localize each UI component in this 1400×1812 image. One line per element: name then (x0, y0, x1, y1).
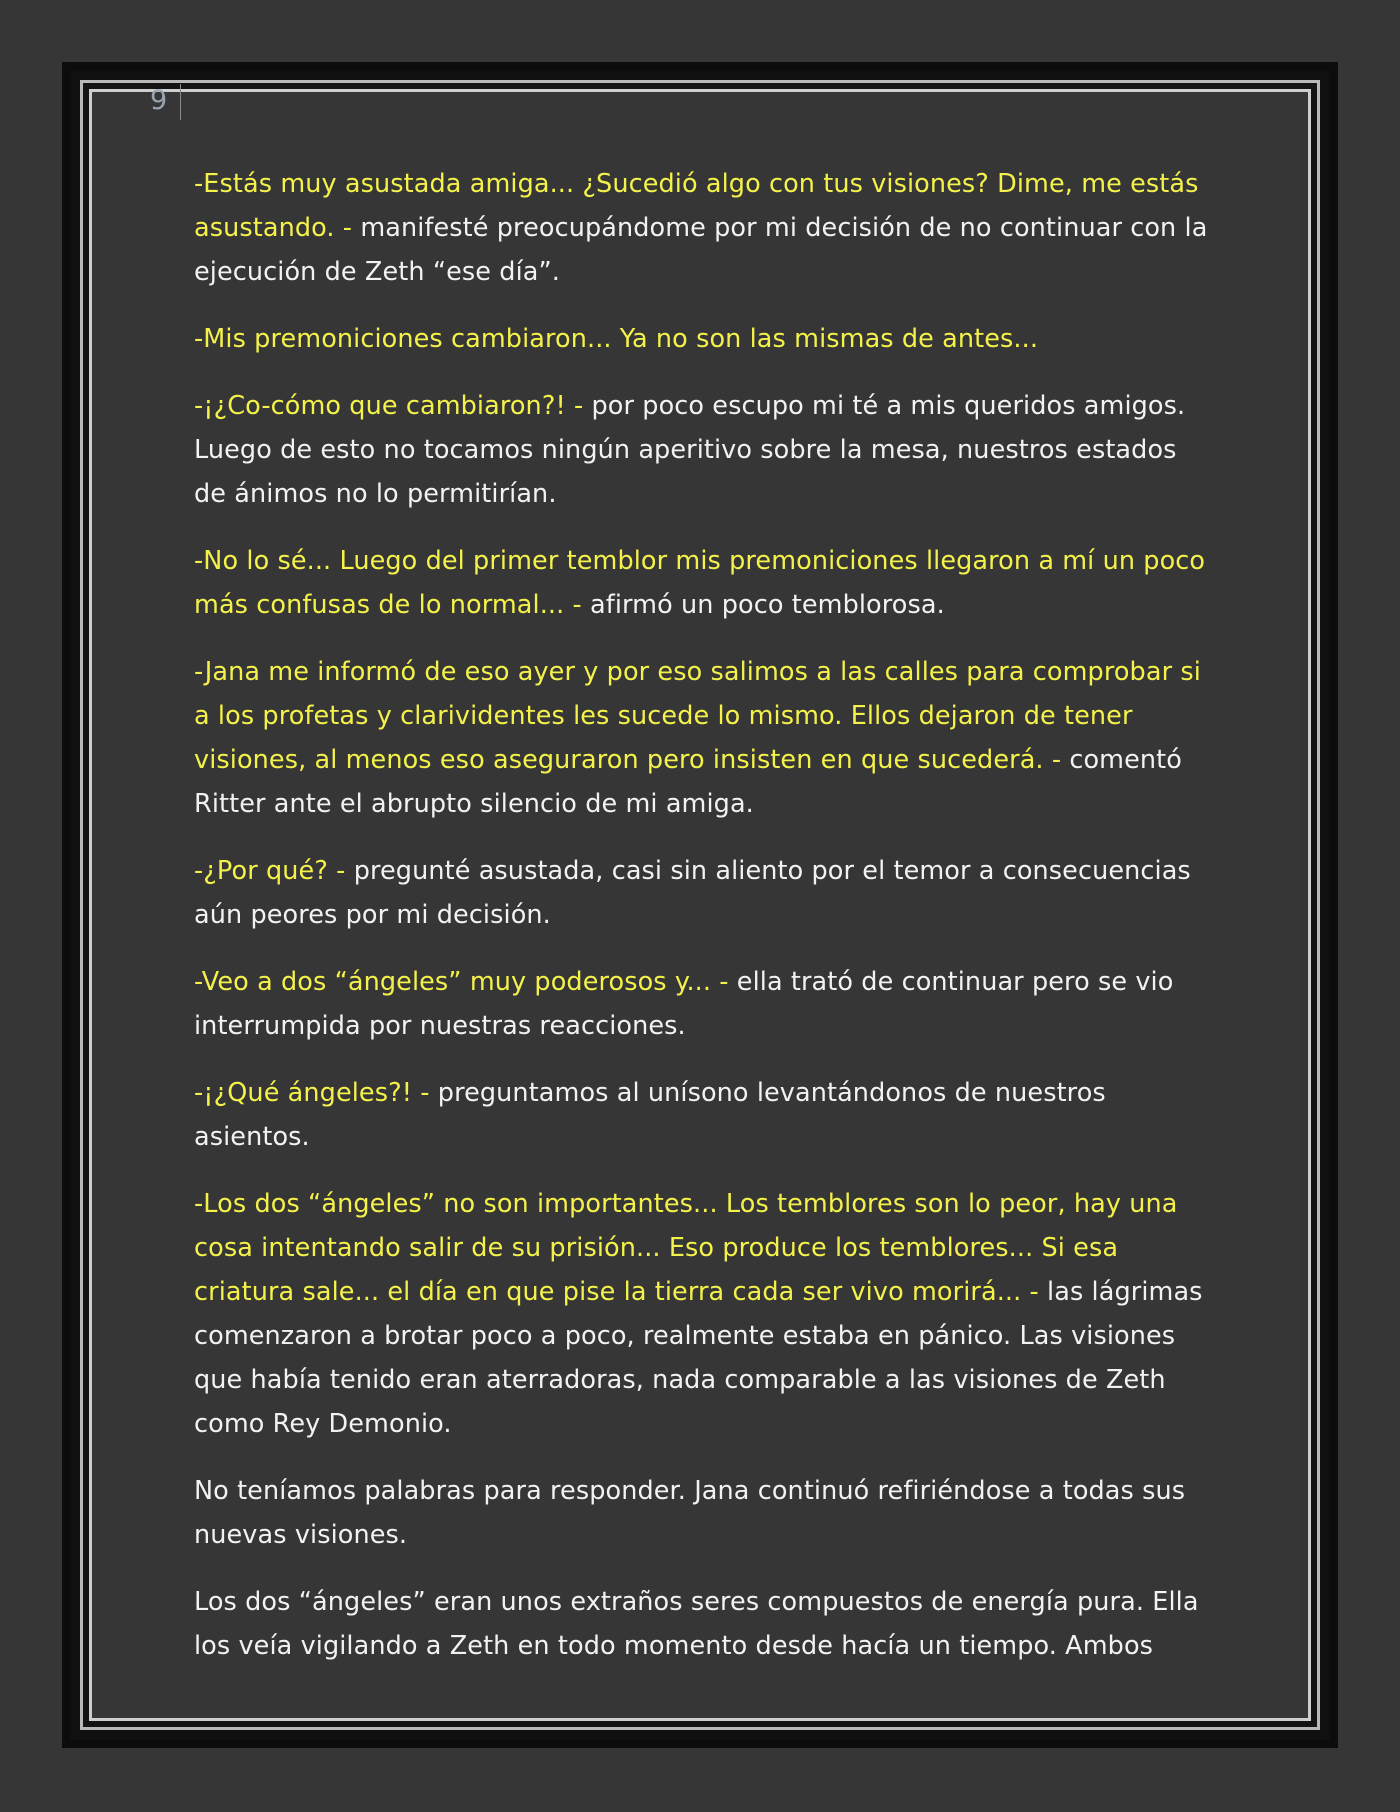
dialogue-text: -No lo sé... Luego del primer temblor mis premoniciones llegaron a mí un poco más confusas de lo normal... - (194, 546, 1206, 620)
paragraph (194, 162, 1214, 294)
narration-text: las lágrimas comenzaron a brotar poco a poco, realmente estaba en pánico. Las visiones que había tenido eran aterradoras, nada comparable a las visiones de Zeth como Rey Demonio. (194, 1277, 1203, 1439)
dialogue-text: -Veo a dos “ángeles” muy poderosos y... - (194, 967, 729, 997)
dialogue-text: -Los dos “ángeles” no son importantes... Los temblores son lo peor, hay una cosa intentando salir de su prisión... Eso produce los temblores... Si esa criatura sale... el día en que pise la tierra cada ser vivo morirá... - (194, 1189, 1178, 1307)
paragraph (194, 1071, 1214, 1159)
narration-text: por poco escupo mi té a mis queridos amigos. Luego de esto no tocamos ningún aperitivo sobre la mesa, nuestros estados de ánimos no lo permitirían. (194, 391, 1186, 509)
dialogue-text: -¡¿Co-cómo que cambiaron?! - (194, 391, 584, 421)
dialogue-text: -¡¿Qué ángeles?! - (194, 1078, 430, 1108)
narration-text: manifesté preocupándome por mi decisión de no continuar con la ejecución de Zeth “ese día”. (194, 213, 1208, 287)
page-number: 9 (150, 85, 168, 116)
paragraph (194, 650, 1214, 826)
narration-text: Los dos “ángeles” eran unos extraños seres compuestos de energía pura. Ella los veía vigilando a Zeth en todo momento desde hacía un tiempo. Ambos (194, 1587, 1199, 1661)
paragraph (194, 960, 1214, 1048)
narration-text: pregunté asustada, casi sin aliento por el temor a consecuencias aún peores por mi decisión. (194, 856, 1191, 930)
page-number-divider (180, 84, 181, 120)
narration-text: No teníamos palabras para responder. Jana continuó refiriéndose a todas sus nuevas visiones. (194, 1476, 1186, 1550)
story-text (194, 162, 1214, 1691)
paragraph (194, 1469, 1214, 1557)
dialogue-text: -Mis premoniciones cambiaron... Ya no son las mismas de antes... (194, 324, 1039, 354)
paragraph (194, 849, 1214, 937)
paragraph (194, 539, 1214, 627)
dialogue-text: -¿Por qué? - (194, 856, 346, 886)
paragraph (194, 1580, 1214, 1668)
dialogue-text: -Estás muy asustada amiga... ¿Sucedió algo con tus visiones? Dime, me estás asustando. - (194, 169, 1199, 243)
paragraph (194, 317, 1214, 361)
narration-text: ella trató de continuar pero se vio interrumpida por nuestras reacciones. (194, 967, 1174, 1041)
paragraph (194, 1182, 1214, 1446)
paragraph (194, 384, 1214, 516)
narration-text: comentó Ritter ante el abrupto silencio de mi amiga. (194, 745, 1182, 819)
dialogue-text: -Jana me informó de eso ayer y por eso salimos a las calles para comprobar si a los profetas y clarividentes les sucede lo mismo. Ellos dejaron de tener visiones, al menos eso aseguraron pero insisten en que sucederá. - (194, 657, 1201, 775)
narration-text: afirmó un poco temblorosa. (581, 590, 945, 620)
narration-text: preguntamos al unísono levantándonos de nuestros asientos. (194, 1078, 1106, 1152)
